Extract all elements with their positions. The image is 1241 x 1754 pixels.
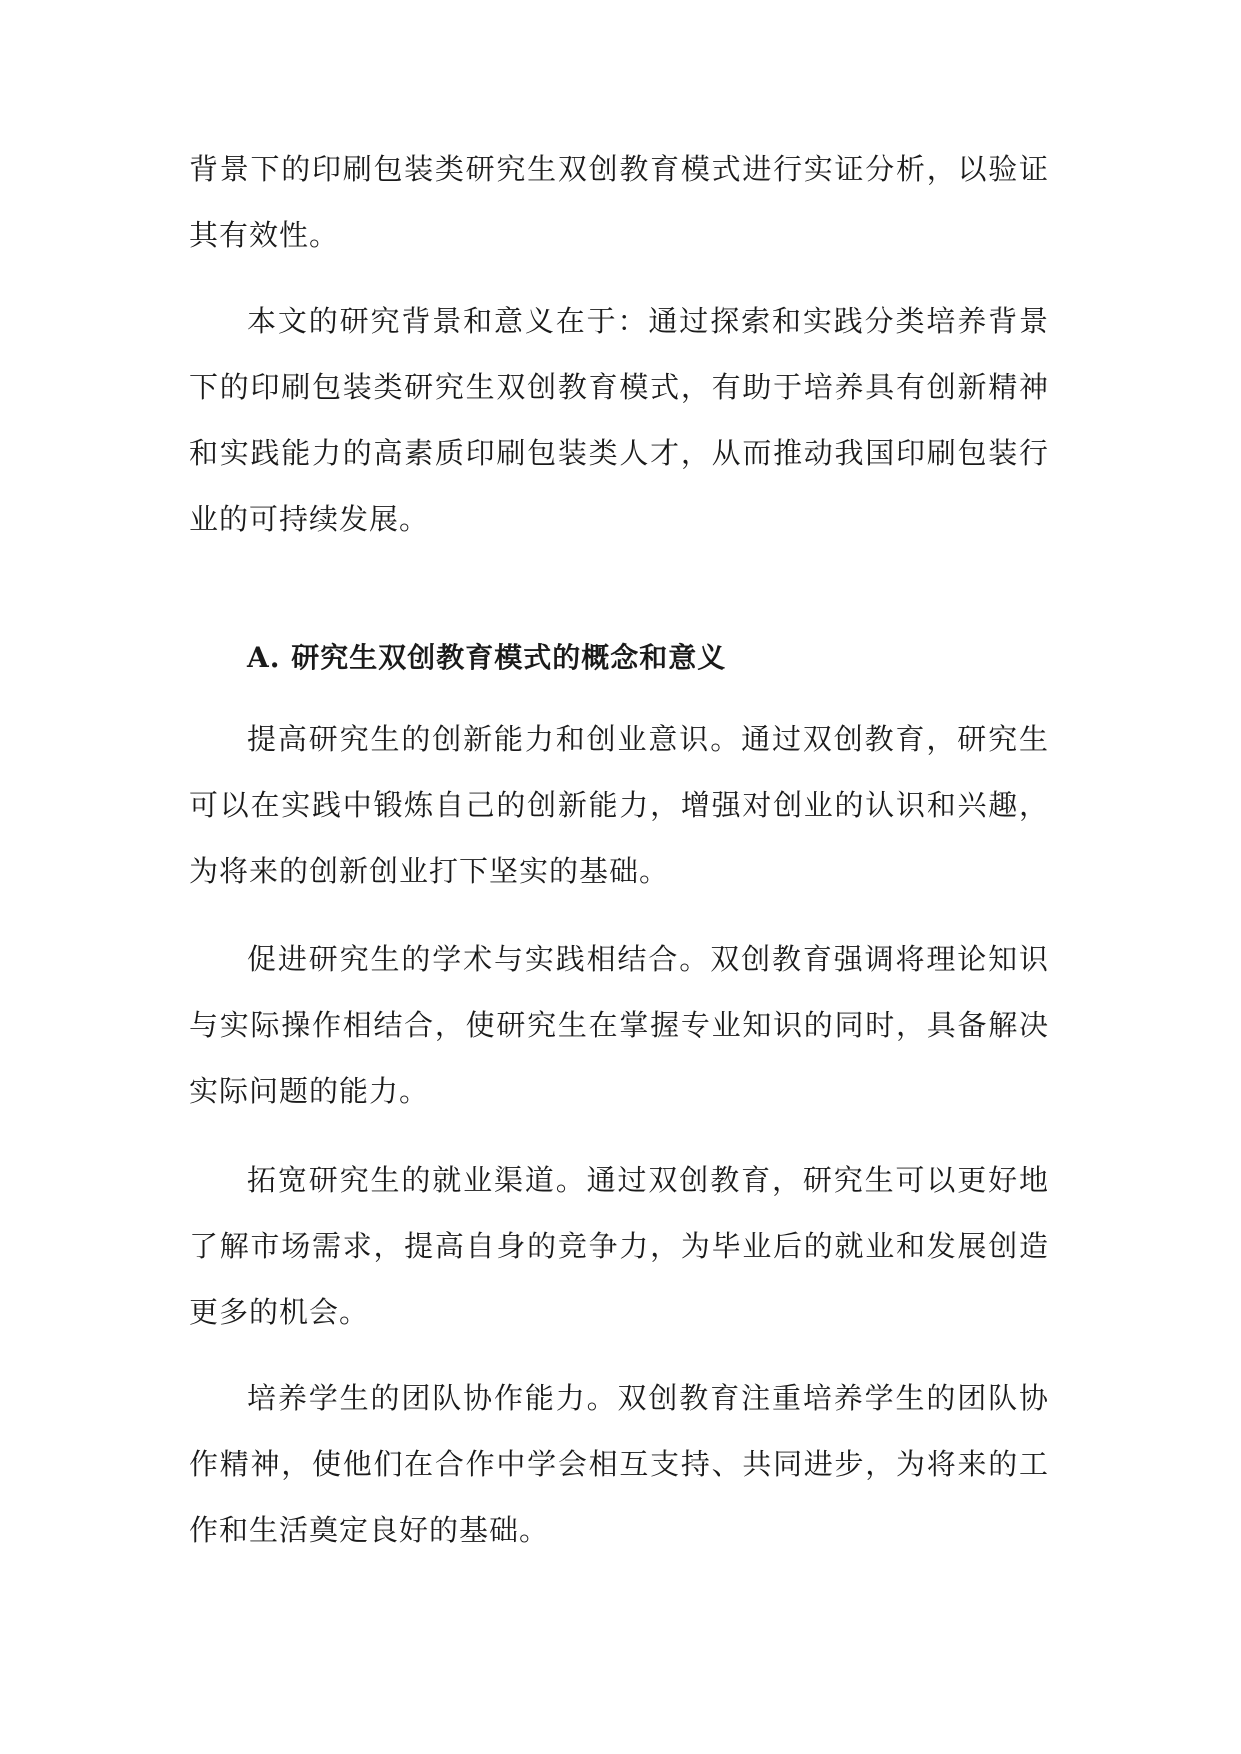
paragraph-academic-practice: 促进研究生的学术与实践相结合。双创教育强调将理论知识与实际操作相结合，使研究生在掌握专业知识的同时，具备解决实际问题的能力。: [189, 942, 1049, 1108]
paragraph-research-background: 本文的研究背景和意义在于：通过探索和实践分类培养背景下的印刷包装类研究生双创教育模式，有助于培养具有创新精神和实践能力的高素质印刷包装类人才，从而推动我国印刷包装行业的可持续发展。: [189, 304, 1049, 536]
paragraph-teamwork: 培养学生的团队协作能力。双创教育注重培养学生的团队协作精神，使他们在合作中学会相互支持、共同进步，为将来的工作和生活奠定良好的基础。: [189, 1381, 1049, 1547]
paragraph-innovation-ability: 提高研究生的创新能力和创业意识。通过双创教育，研究生可以在实践中锻炼自己的创新能力，增强对创业的认识和兴趣，为将来的创新创业打下坚实的基础。: [189, 722, 1049, 888]
paragraph-employment-channels: 拓宽研究生的就业渠道。通过双创教育，研究生可以更好地了解市场需求，提高自身的竞争力，为毕业后的就业和发展创造更多的机会。: [189, 1163, 1049, 1329]
paragraph-intro-continuation: 背景下的印刷包装类研究生双创教育模式进行实证分析，以验证其有效性。: [189, 152, 1049, 252]
section-heading: A. 研究生双创教育模式的概念和意义: [247, 641, 727, 674]
